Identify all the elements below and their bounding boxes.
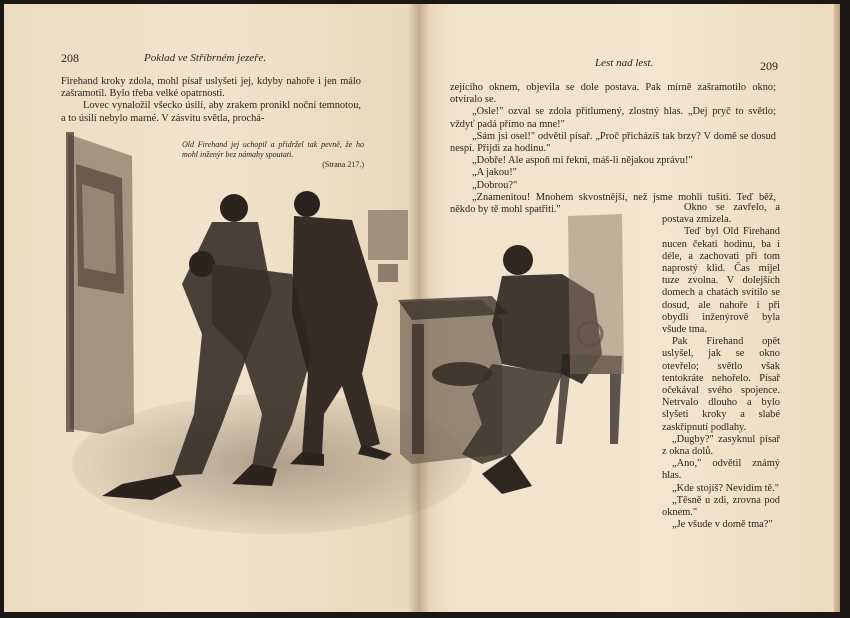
page-number: 209 [760,59,778,73]
paragraph: „Dobrou?" [472,179,518,191]
paragraph: Pak Firehand opět uslyšel, jak se okno otevřelo; světlo však tentokráte nehořelo. Písař očekával svého spojence. Netrvalo dlouho a bylo slyšeti kroky a slabé zaskřípnutí podlahy. [662,336,780,433]
paragraph: „A jakou!" [472,167,517,179]
paragraph: „Kde stojíš? Nevidím tě." [672,482,779,494]
paragraph: „Sám jsi osel!" odvětil písař. „Proč přicházíš tak brzy? V domě se dosud nespí. Přijdi za hodinu." [450,130,776,155]
caption-page-reference: (Strana 217.) [322,160,364,169]
running-head-text: Poklad ve Stříbrném jezeře. [144,52,267,64]
paragraph: „Osle!" ozval se zdola přitlumený, zlostný hlas. „Dej pryč to světlo; vždyť padá přímo na mne!" [450,106,776,130]
paragraph: Firehand kroky zdola, mohl písař uslyšeti jej, kdyby nahoře i jen málo zašramotil. Bylo třeba velké opatrnosti. [61,76,361,100]
illustration-caption [182,140,364,170]
book-spread [4,4,840,612]
running-head [595,57,653,69]
body-text [61,76,361,125]
cabinet [568,214,624,374]
caption-text: Old Firehand jej uchopil a přidržel tak pevně, že ho mohl inženýr bez námahy spoutati. [182,140,364,159]
paragraph: Lovec vynaložil všecko úsilí, aby zrakem pronikl noční temnotou, a to úsilí nebylo marné. V zásvitu světla, prochá- [61,100,361,124]
running-head [144,52,266,64]
paragraph: „Dobře! Ale aspoň mi řekni, máš-li nějakou zprávu!" [472,155,693,167]
paragraph: Okno se zavřelo, a postava zmizela. [662,202,780,226]
page-edge [834,4,840,612]
paragraph: zejícího oknem, objevila se dole postava. Pak mírně zašramotilo okno; otvíralo se. [450,82,776,106]
paragraph: „Ano," odvětil známý hlas. [662,458,780,482]
paragraph: „Je všude v domě tma?" [672,519,773,531]
paragraph: „Dugby?" zasyknul písař z okna dolů. [662,433,780,458]
wall-sign [378,264,398,282]
paragraph: Teď byl Old Firehand nucen čekati hodinu, ba i déle, a zachovati při tom naprostý klid. Čas míjel tuze zvolna. V dolejších domech a chatách svítilo se dosud, ale nahoře i při obydlí inženýrově byla všude tma. [662,226,780,336]
running-head-text: Lest nad lest. [595,57,654,69]
wall-picture [368,210,408,260]
door-frame [66,132,134,434]
paragraph: „Těsně u zdi, zrovna pod oknem." [662,494,780,519]
paragraph: „Znamenitou! Mnohem skvostnější, než jsme mohli tušiti. Teď běž, někdo by tě mohl spatřiti." [450,191,776,216]
right-column-text [662,202,780,531]
illustration [62,124,662,534]
page-number: 208 [61,51,79,65]
